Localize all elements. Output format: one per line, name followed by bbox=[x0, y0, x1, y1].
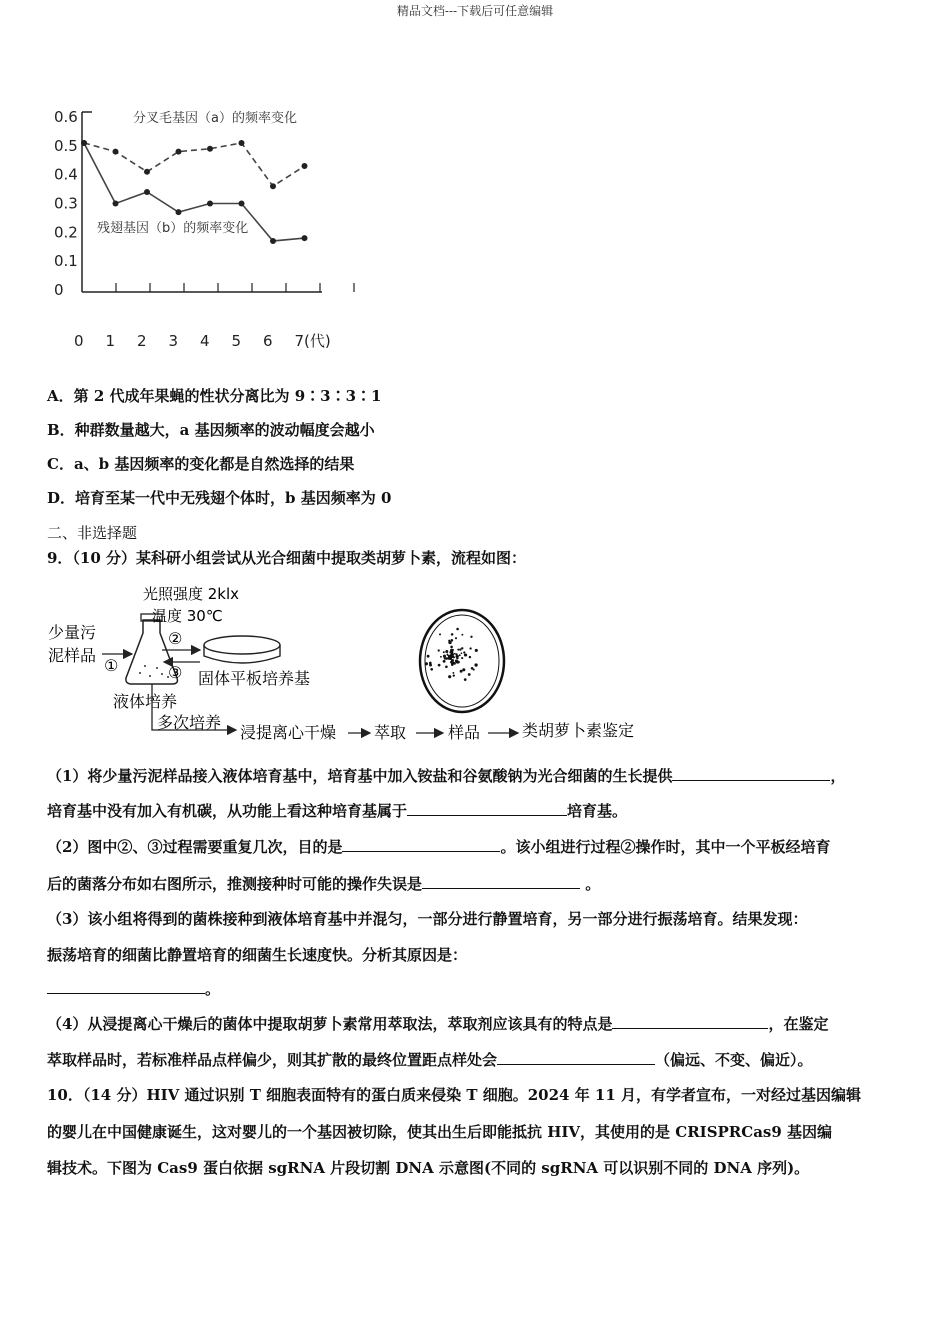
colony-plate-icon bbox=[420, 610, 504, 712]
option-b: B．种群数量越大，a 基因频率的波动幅度会越小 bbox=[47, 421, 375, 439]
blank-4[interactable] bbox=[422, 874, 580, 889]
colony-dot bbox=[469, 647, 471, 649]
blank-3[interactable] bbox=[342, 837, 500, 852]
data-point bbox=[302, 163, 308, 169]
data-point bbox=[113, 149, 119, 155]
colony-dot bbox=[464, 678, 467, 681]
q9-part3-line3: 。 bbox=[47, 978, 220, 999]
colony-dot bbox=[448, 641, 451, 644]
colony-dot bbox=[452, 662, 454, 664]
flow-step-1: ① bbox=[104, 656, 119, 675]
x-tick-label: 0 bbox=[74, 332, 84, 350]
legend-a: 分叉毛基因（a）的频率变化 bbox=[133, 111, 297, 126]
colony-dot bbox=[461, 657, 463, 659]
blank-2[interactable] bbox=[407, 801, 567, 816]
y-tick-label: 0.5 bbox=[54, 136, 78, 155]
colony-dot bbox=[450, 646, 453, 649]
data-point bbox=[270, 238, 276, 244]
colony-dot bbox=[440, 656, 442, 658]
colony-dot bbox=[461, 634, 463, 636]
q9-part3-line1: （3）该小组将得到的菌株接种到液体培育基中并混匀，一部分进行静置培育，另一部分进行振荡培育。结果发现： bbox=[47, 910, 808, 928]
data-point bbox=[176, 149, 182, 155]
colony-dot bbox=[425, 662, 428, 665]
flow-sample-2: 泥样品 bbox=[48, 646, 97, 665]
flow-product: 样品 bbox=[448, 723, 481, 742]
colony-dot bbox=[453, 675, 455, 677]
flow-liquid: 液体培养 bbox=[113, 692, 178, 711]
blank-5[interactable] bbox=[47, 979, 205, 994]
petri-dish-icon bbox=[204, 636, 280, 654]
flow-dry: 浸提离心干燥 bbox=[240, 723, 337, 742]
option-a: A．第 2 代成年果蝇的性状分离比为 9∶3∶3∶1 bbox=[47, 387, 382, 405]
q10-line2: 的婴儿在中国健康诞生，这对婴儿的一个基因被切除，使其出生后即能抵抗 HIV，其使用的是 CRISPRCas9 基因编 bbox=[47, 1123, 833, 1141]
colony-dot bbox=[457, 649, 459, 651]
colony-dot bbox=[463, 651, 465, 653]
data-point bbox=[176, 209, 182, 215]
x-tick-label: 5 bbox=[231, 332, 242, 350]
q9-stem: 9．（10 分）某科研小组尝试从光合细菌中提取类胡萝卜素，流程如图： bbox=[47, 549, 527, 567]
flow-temp: 温度 30℃ bbox=[152, 607, 223, 625]
data-point bbox=[207, 146, 213, 152]
colony-dot bbox=[474, 663, 477, 666]
colony-dot bbox=[439, 633, 441, 635]
colony-dot bbox=[459, 648, 461, 650]
colony-dot bbox=[430, 668, 433, 671]
colony-dot bbox=[449, 657, 452, 660]
colony-dot bbox=[438, 664, 441, 667]
colony-dot bbox=[454, 653, 456, 655]
y-tick-label: 0.3 bbox=[54, 194, 78, 213]
colony-dot bbox=[445, 657, 448, 660]
process-flow-diagram bbox=[40, 578, 660, 748]
page-header: 精品文档---下载后可任意编辑 bbox=[396, 4, 554, 18]
y-tick-label: 0 bbox=[54, 281, 64, 299]
colony-dot bbox=[448, 675, 451, 678]
colony-dot bbox=[475, 649, 478, 652]
data-point bbox=[302, 235, 308, 241]
flow-extract: 萃取 bbox=[374, 723, 407, 742]
legend-b: 残翅基因（b）的频率变化 bbox=[97, 221, 249, 236]
x-tick-label: 4 bbox=[200, 332, 210, 350]
colony-dot bbox=[438, 649, 440, 651]
q9-part2-line1: （2）图中②、③过程需要重复几次，目的是 。该小组进行过程②操作时，其中一个平板经培育 bbox=[47, 838, 831, 856]
colony-dot bbox=[453, 656, 455, 658]
y-tick-label: 0.4 bbox=[54, 165, 78, 184]
colony-dot bbox=[455, 659, 458, 662]
colony-dot bbox=[429, 664, 432, 667]
data-point bbox=[239, 140, 245, 146]
x-tick-label: 3 bbox=[168, 332, 179, 350]
colony-dot bbox=[445, 650, 448, 653]
colony-dot bbox=[443, 651, 445, 653]
data-point bbox=[144, 169, 150, 175]
flow-sample-1: 少量污 bbox=[48, 623, 97, 642]
x-tick-label: 7(代) bbox=[294, 332, 331, 350]
q9-part1-line1: （1）将少量污泥样品接入液体培育基中，培育基中加入铵盐和谷氨酸钠为光合细菌的生长提供 ， bbox=[47, 767, 846, 785]
data-point bbox=[113, 201, 119, 207]
y-tick-label: 0.6 bbox=[54, 108, 78, 126]
colony-dot bbox=[462, 668, 465, 671]
colony-dot bbox=[445, 665, 448, 668]
colony-dot bbox=[456, 657, 458, 659]
colony-dot bbox=[455, 637, 457, 639]
data-point bbox=[144, 189, 150, 195]
flow-step-3: ③ bbox=[168, 663, 183, 682]
colony-dot bbox=[427, 655, 430, 658]
option-d: D．培育至某一代中无残翅个体时，b 基因频率为 0 bbox=[47, 489, 392, 507]
colony-dot bbox=[461, 647, 463, 649]
flow-multi: 多次培养 bbox=[157, 713, 222, 732]
option-c: C．a、b 基因频率的变化都是自然选择的结果 bbox=[47, 455, 355, 473]
colony-dot bbox=[473, 669, 475, 671]
colony-dot bbox=[443, 655, 446, 658]
colony-dot bbox=[470, 636, 472, 638]
flow-identify: 类胡萝卜素鉴定 bbox=[522, 721, 635, 740]
x-tick-label: 1 bbox=[105, 332, 116, 350]
colony-dot bbox=[450, 649, 453, 652]
colony-dot bbox=[465, 654, 467, 656]
x-tick-label: 2 bbox=[137, 332, 147, 350]
colony-dot bbox=[468, 673, 471, 676]
data-point bbox=[270, 183, 276, 189]
q10-line1: 10．（14 分）HIV 通过识别 T 细胞表面特有的蛋白质来侵染 T 细胞。2024 年 11 月，有学者宣布，一对经过基因编辑 bbox=[47, 1086, 862, 1104]
colony-dot bbox=[461, 652, 463, 654]
colony-dot bbox=[451, 633, 454, 636]
colony-dot bbox=[450, 654, 453, 657]
q9-part3-line2: 振荡培育的细菌比静置培育的细菌生长速度快。分析其原因是： bbox=[47, 946, 468, 964]
flow-step-2: ② bbox=[168, 629, 183, 648]
data-point bbox=[207, 201, 213, 207]
colony-dot bbox=[456, 628, 459, 631]
colony-dot bbox=[450, 661, 452, 663]
colony-dot bbox=[452, 672, 454, 674]
blank-6[interactable] bbox=[612, 1014, 768, 1029]
gene-frequency-chart bbox=[40, 100, 360, 360]
y-tick-label: 0.1 bbox=[54, 252, 78, 271]
blank-7[interactable] bbox=[497, 1050, 655, 1065]
section-title: 二、非选择题 bbox=[47, 524, 138, 542]
flow-light: 光照强度 2klx bbox=[143, 585, 240, 603]
q9-part4-line1: （4）从浸提离心干燥后的菌体中提取胡萝卜素常用萃取法，萃取剂应该具有的特点是 ，在鉴定 bbox=[47, 1015, 829, 1033]
flow-plate: 固体平板培养基 bbox=[198, 669, 311, 688]
data-point bbox=[239, 201, 245, 207]
q10-line3: 辑技术。下图为 Cas9 蛋白依据 sgRNA 片段切割 DNA 示意图(不同的 sgRNA 可以识别不同的 DNA 序列)。 bbox=[47, 1159, 810, 1177]
data-point bbox=[81, 140, 87, 146]
y-tick-label: 0.2 bbox=[54, 223, 78, 242]
blank-1[interactable] bbox=[672, 766, 830, 781]
q9-part1-line2: 培育基中没有加入有机碳，从功能上看这种培育基属于 培育基。 bbox=[47, 802, 628, 820]
q9-part2-line2: 后的菌落分布如右图所示，推测接种时可能的操作失误是 。 bbox=[47, 875, 601, 893]
colony-dot bbox=[469, 656, 471, 658]
colony-dot bbox=[460, 670, 463, 673]
q9-part4-line2: 萃取样品时，若标准样品点样偏少，则其扩散的最终位置距点样处会 （偏远、不变、偏近）。 bbox=[47, 1051, 813, 1069]
x-tick-label: 6 bbox=[263, 332, 273, 350]
colony-dot bbox=[443, 660, 446, 663]
colony-dot bbox=[459, 654, 461, 656]
